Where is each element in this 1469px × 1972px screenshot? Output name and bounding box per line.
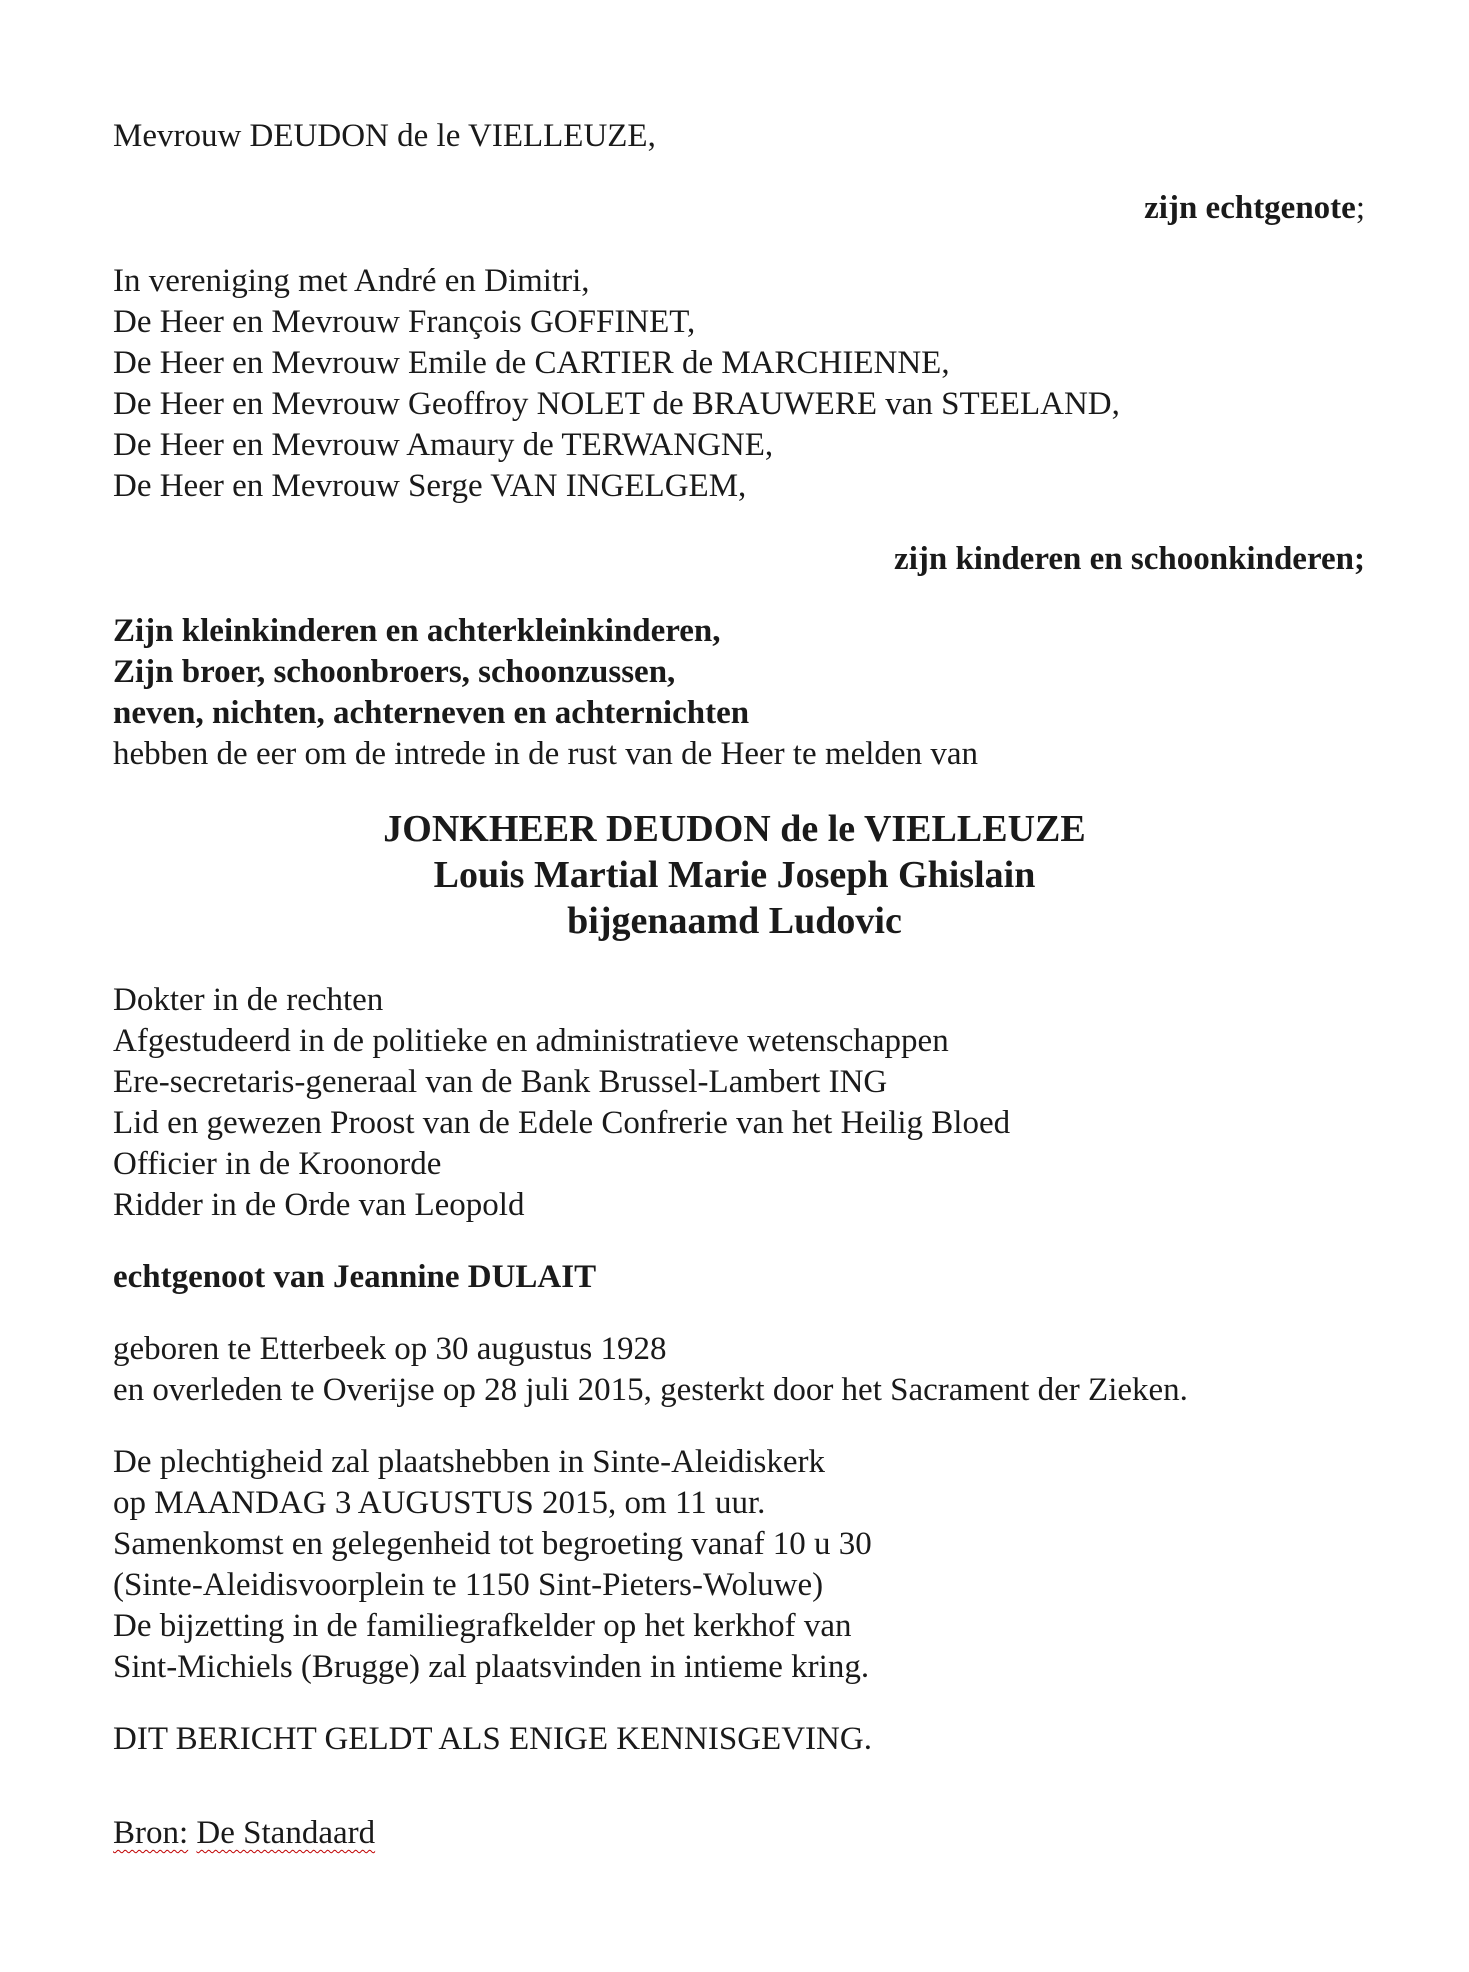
deceased-nickname: bijgenaamd Ludovic <box>567 900 902 942</box>
deceased-title: JONKHEER DEUDON de le VIELLEUZE <box>383 808 1086 850</box>
source-label: Bron: <box>113 1815 189 1851</box>
family-line: De Heer en Mevrouw Emile de CARTIER de MARCHIENNE, <box>113 345 950 381</box>
wife-role-label: zijn echtgenote <box>1144 190 1356 226</box>
wife-role <box>1144 187 1365 229</box>
salutation: Mevrouw DEUDON de le VIELLEUZE, <box>113 118 656 154</box>
ceremony-line: Sint-Michiels (Brugge) zal plaatsvinden in intieme kring. <box>113 1649 870 1685</box>
children-label: zijn kinderen en schoonkinderen; <box>894 541 1365 577</box>
ceremony-line: De bijzetting in de familiegrafkelder op het kerkhof van <box>113 1608 852 1644</box>
spouse-line: echtgenoot van Jeannine DULAIT <box>113 1259 597 1295</box>
deceased-given-names: Louis Martial Marie Joseph Ghislain <box>433 854 1036 896</box>
source-name: De Standaard <box>196 1815 376 1851</box>
ceremony-line: De plechtigheid zal plaatshebben in Sinte-Aleidiskerk <box>113 1444 826 1480</box>
title-line: Ere-secretaris-generaal van de Bank Brussel-Lambert ING <box>113 1064 888 1100</box>
title-line: Dokter in de rechten <box>113 982 384 1018</box>
title-line: Officier in de Kroonorde <box>113 1146 442 1182</box>
ceremony-line: op MAANDAG 3 AUGUSTUS 2015, om 11 uur. <box>113 1485 766 1521</box>
born-line: geboren te Etterbeek op 30 augustus 1928 <box>113 1331 667 1367</box>
ceremony-line: Samenkomst en gelegenheid tot begroeting vanaf 10 u 30 <box>113 1526 872 1562</box>
title-line: Afgestudeerd in de politieke en administratieve wetenschappen <box>113 1023 949 1059</box>
ceremony-line: (Sinte-Aleidisvoorplein te 1150 Sint-Pieters-Woluwe) <box>113 1567 824 1603</box>
wife-role-punct: ; <box>1355 190 1365 226</box>
family-line: De Heer en Mevrouw Geoffroy NOLET de BRAUWERE van STEELAND, <box>113 386 1120 422</box>
source-line <box>113 1812 375 1854</box>
family-line: De Heer en Mevrouw Serge VAN INGELGEM, <box>113 468 747 504</box>
family-line: In vereniging met André en Dimitri, <box>113 263 590 299</box>
title-line: Lid en gewezen Proost van de Edele Confrerie van het Heilig Bloed <box>113 1105 1011 1141</box>
notice-line: DIT BERICHT GELDT ALS ENIGE KENNISGEVING. <box>113 1721 872 1757</box>
relatives-line: Zijn kleinkinderen en achterkleinkinderen, <box>113 613 721 649</box>
relatives-line: Zijn broer, schoonbroers, schoonzussen, <box>113 654 676 690</box>
title-line: Ridder in de Orde van Leopold <box>113 1187 525 1223</box>
family-line: De Heer en Mevrouw Amaury de TERWANGNE, <box>113 427 774 463</box>
family-line: De Heer en Mevrouw François GOFFINET, <box>113 304 696 340</box>
relatives-line: neven, nichten, achterneven en achternichten <box>113 695 750 731</box>
died-line: en overleden te Overijse op 28 juli 2015, gesterkt door het Sacrament der Zieken. <box>113 1372 1188 1408</box>
announcement-line: hebben de eer om de intrede in de rust van de Heer te melden van <box>113 736 978 772</box>
